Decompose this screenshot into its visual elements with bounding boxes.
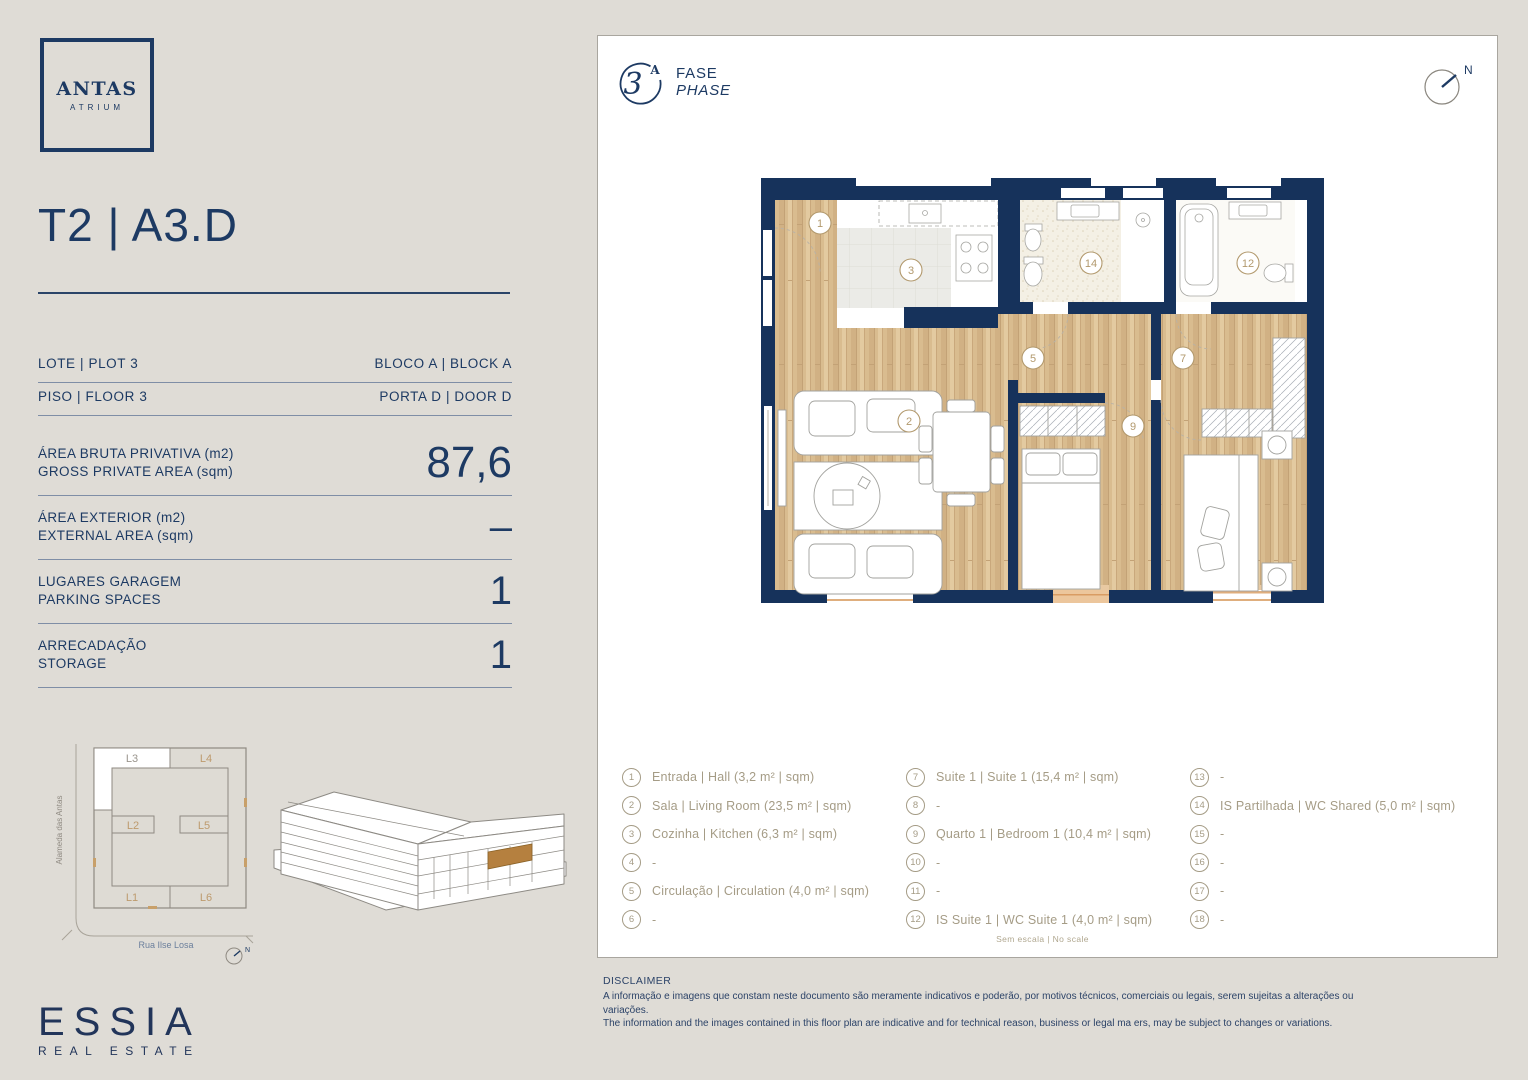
room-marker-living: [898, 410, 920, 432]
lot-l4-label: L4: [199, 753, 213, 765]
antas-atrium-logo: [40, 38, 154, 152]
room-marker-kitchen: [900, 259, 922, 281]
logo-subtitle: ATRIUM: [69, 103, 125, 112]
svg-text:2: 2: [905, 416, 913, 428]
spec-table: [38, 432, 512, 688]
room-marker-wc-shared: [1080, 252, 1102, 274]
lot-l5-label: L5: [197, 820, 211, 832]
svg-text:A: A: [650, 63, 660, 77]
room-marker-bedroom: [1122, 415, 1144, 437]
external-area-label-en: EXTERNAL AREA (sqm): [38, 528, 194, 543]
external-area-label-pt: ÁREA EXTERIOR (m2): [38, 510, 186, 525]
disclaimer-line-pt: A informação e imagens que constam neste documento são meramente indicativos e poderão, por motivos técnicos, comerciais ou legais, serem sujeitas a alterações ou variações.: [603, 991, 1354, 1016]
essia-wordmark: ESSIA: [38, 1000, 201, 1044]
external-area-value: –: [489, 505, 512, 549]
svg-text:14: 14: [1084, 258, 1098, 270]
svg-text:12: 12: [1241, 258, 1255, 270]
room-marker-hall: [809, 212, 831, 234]
info-row-floor-door: [38, 383, 512, 416]
lot-l2-label: L2: [126, 820, 140, 832]
gross-area-value: 87,6: [426, 438, 512, 487]
spec-gross-area: [38, 432, 512, 496]
plot-label: LOTE | PLOT 3: [38, 356, 139, 371]
legend-item: 6 -: [622, 906, 904, 935]
phase-label-en: PHASE: [676, 82, 731, 99]
floor-label: PISO | FLOOR 3: [38, 389, 148, 404]
spec-external-area: [38, 496, 512, 560]
storage-label-pt: ARRECADAÇÃO: [38, 638, 147, 653]
page-title: T2 | A3.D: [38, 199, 238, 251]
spec-storage: [38, 624, 512, 688]
disclaimer-line-en: The information and the images contained in this floor plan are indicative and for technical reason, business or legal ma ers, may be subject to changes or variations.: [603, 1018, 1333, 1029]
siteplan-north-label: N: [245, 947, 251, 954]
legend-item: 15 -: [1190, 820, 1472, 849]
title-divider: [38, 292, 510, 294]
parking-label-en: PARKING SPACES: [38, 592, 161, 607]
unit-info-table: [38, 350, 512, 416]
legend-item: 14 IS Partilhada | WC Shared (5,0 m² | sqm): [1190, 792, 1472, 821]
legend-item: 9 Quarto 1 | Bedroom 1 (10,4 m² | sqm): [906, 820, 1188, 849]
gross-area-label-en: GROSS PRIVATE AREA (sqm): [38, 464, 234, 479]
disclaimer-title: DISCLAIMER: [603, 975, 672, 987]
site-plan: [48, 740, 263, 970]
building-axonometric: [266, 752, 576, 942]
svg-text:5: 5: [1029, 353, 1037, 365]
parking-label-pt: LUGARES GARAGEM: [38, 574, 182, 589]
lot-l3-label: L3: [125, 753, 139, 765]
room-marker-circulation: [1022, 347, 1044, 369]
north-arrow: [1420, 58, 1480, 115]
phase-circle-icon: [616, 56, 666, 108]
block-label: BLOCO A | BLOCK A: [374, 356, 512, 371]
spec-parking: [38, 560, 512, 624]
parking-value: 1: [489, 569, 512, 613]
street-left-label: Alameda das Antas: [55, 795, 64, 865]
north-label: N: [1464, 63, 1473, 77]
legend-item: 4 -: [622, 849, 904, 878]
svg-text:3: 3: [907, 265, 915, 277]
floor-plan-drawing: [761, 178, 1324, 653]
essia-subtitle: REAL ESTATE: [38, 1044, 200, 1058]
room-marker-wc-suite: [1237, 252, 1259, 274]
legend-item: 16 -: [1190, 849, 1472, 878]
legend-item: 17 -: [1190, 877, 1472, 906]
legend-item: 13 -: [1190, 763, 1472, 792]
svg-text:7: 7: [1179, 353, 1187, 365]
legend-item: 18 -: [1190, 906, 1472, 935]
room-marker-suite: [1172, 347, 1194, 369]
storage-label-en: STORAGE: [38, 656, 107, 671]
gross-area-label-pt: ÁREA BRUTA PRIVATIVA (m2): [38, 446, 234, 461]
svg-text:1: 1: [816, 218, 824, 230]
legend-item: 8 -: [906, 792, 1188, 821]
svg-text:3: 3: [623, 67, 643, 102]
legend-item: 12 IS Suite 1 | WC Suite 1 (4,0 m² | sqm): [906, 906, 1188, 935]
street-bottom-label: Rua Ilse Losa: [138, 940, 194, 950]
legend-item: 7 Suite 1 | Suite 1 (15,4 m² | sqm): [906, 763, 1188, 792]
legend-item: 2 Sala | Living Room (23,5 m² | sqm): [622, 792, 904, 821]
door-label: PORTA D | DOOR D: [379, 389, 512, 404]
scale-note: Sem escala | No scale: [996, 934, 1089, 944]
phase-indicator: [616, 56, 731, 108]
info-row-plot-block: [38, 350, 512, 383]
lot-l1-label: L1: [125, 892, 139, 904]
disclaimer: [603, 975, 1383, 1031]
phase-label-pt: FASE: [676, 65, 718, 82]
siteplan-north-icon: [226, 947, 250, 964]
essia-logo: [38, 1002, 201, 1058]
legend-item: 1 Entrada | Hall (3,2 m² | sqm): [622, 763, 904, 792]
plan-panel: [597, 35, 1498, 958]
legend-item: 5 Circulação | Circulation (4,0 m² | sqm): [622, 877, 904, 906]
legend-item: 10 -: [906, 849, 1188, 878]
legend-item: 11 -: [906, 877, 1188, 906]
svg-text:9: 9: [1129, 421, 1137, 433]
lot-l6-label: L6: [199, 892, 213, 904]
legend-item: 3 Cozinha | Kitchen (6,3 m² | sqm): [622, 820, 904, 849]
storage-value: 1: [489, 633, 512, 677]
logo-name: ANTAS: [56, 78, 138, 100]
